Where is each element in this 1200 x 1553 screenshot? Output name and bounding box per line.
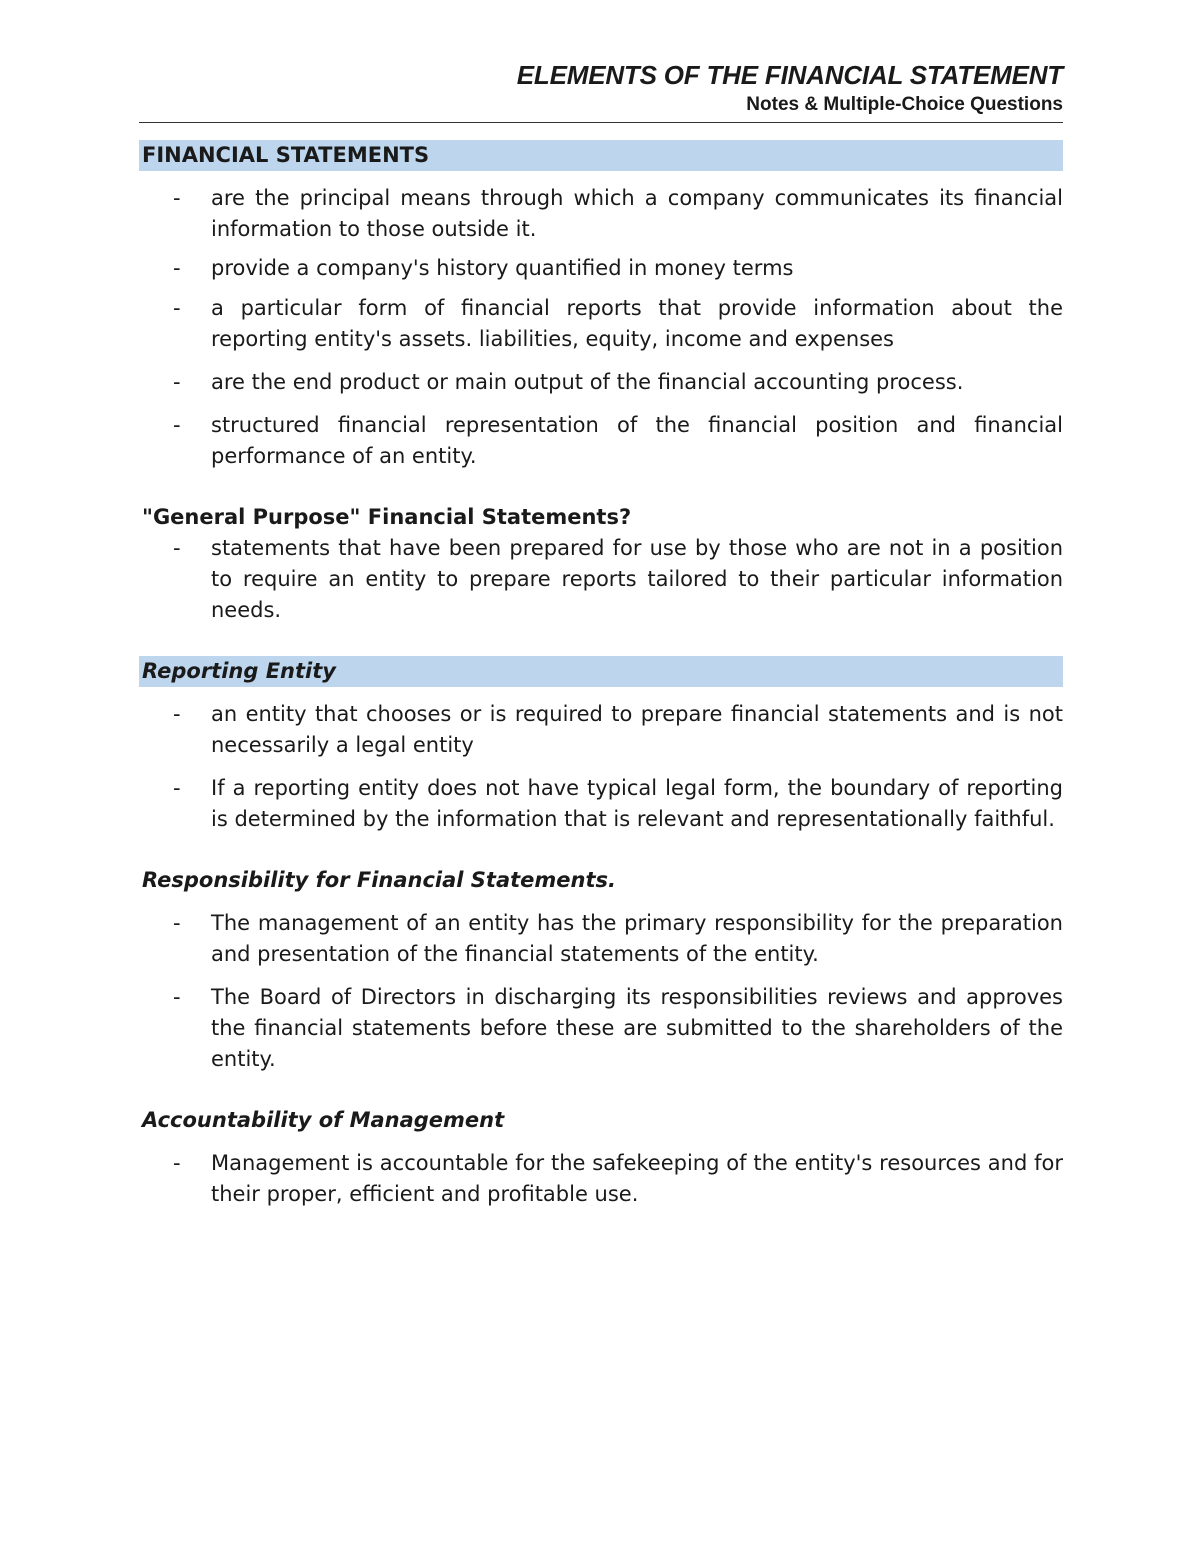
dash-bullet: - [173,413,181,437]
dash-bullet: - [173,296,181,320]
dash-bullet: - [173,536,181,560]
responsibility-list [139,908,1063,1075]
section-spacer [139,472,1063,502]
general-purpose-list [139,533,1063,626]
list-item-text: provide a company's history quantified in money terms [211,256,794,280]
accountability-list [139,1148,1063,1210]
list-item [139,1148,1063,1210]
list-item [139,253,1063,284]
financial-statements-list [139,183,1063,472]
dash-bullet: - [173,370,181,394]
document-page [139,58,1063,1210]
section-heading-accountability: Accountability of Management [142,1108,505,1132]
list-item [139,367,1063,398]
section-heading-reporting-entity: Reporting Entity [139,656,1063,687]
list-item-text: a particular form of financial reports that provide information about the reporting entity's assets. liabilities, equity, income and expenses [211,296,1063,351]
list-item-text: an entity that chooses or is required to prepare financial statements and is not necessarily a legal entity [211,702,1063,757]
list-item-text: statements that have been prepared for use by those who are not in a position to require an entity to prepare reports tailored to their particular information needs. [211,536,1063,622]
list-item [139,982,1063,1075]
list-item-text: The Board of Directors in discharging its responsibilities reviews and approves the financial statements before these are submitted to the shareholders of the entity. [211,985,1063,1071]
list-item-text: are the end product or main output of the financial accounting process. [211,370,964,394]
dash-bullet: - [173,911,181,935]
list-item-text: The management of an entity has the primary responsibility for the preparation and presentation of the financial statements of the entity. [211,911,1063,966]
list-item [139,533,1063,626]
section-spacer [139,1075,1063,1105]
list-item [139,410,1063,472]
document-title: ELEMENTS OF THE FINANCIAL STATEMENT [516,60,1063,90]
list-item [139,908,1063,970]
document-subtitle: Notes & Multiple-Choice Questions [746,94,1063,115]
section-heading-general-purpose: "General Purpose" Financial Statements? [142,505,632,529]
list-item [139,293,1063,355]
dash-bullet: - [173,256,181,280]
list-item [139,699,1063,761]
dash-bullet: - [173,776,181,800]
dash-bullet: - [173,985,181,1009]
list-item [139,773,1063,835]
list-item-text: If a reporting entity does not have typical legal form, the boundary of reporting is determined by the information that is relevant and representationally faithful. [211,776,1063,831]
dash-bullet: - [173,702,181,726]
section-heading-financial-statements: FINANCIAL STATEMENTS [139,140,1063,171]
section-spacer [139,835,1063,865]
section-heading-responsibility: Responsibility for Financial Statements. [142,868,617,892]
list-item-text: Management is accountable for the safekeeping of the entity's resources and for their proper, efficient and profitable use. [211,1151,1063,1206]
list-item-text: structured financial representation of the financial position and financial performance of an entity. [211,413,1063,468]
list-item-text: are the principal means through which a company communicates its financial information to those outside it. [211,186,1063,241]
list-item [139,183,1063,245]
dash-bullet: - [173,1151,181,1175]
dash-bullet: - [173,186,181,210]
reporting-entity-list [139,699,1063,835]
document-header [139,58,1063,123]
